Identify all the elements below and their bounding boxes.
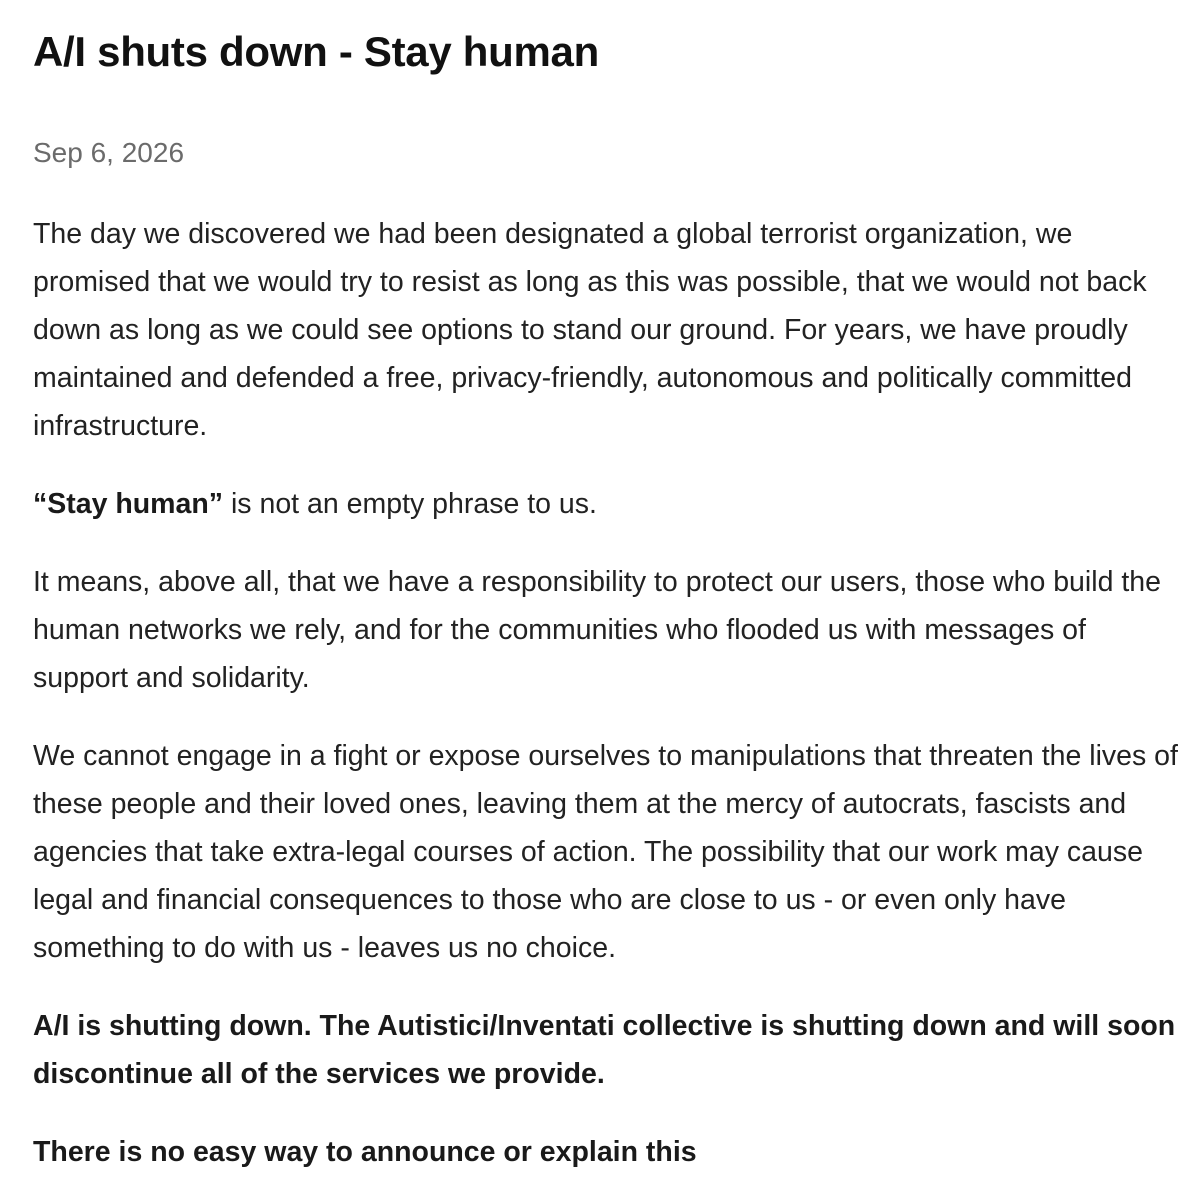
stay-human-emphasis: “Stay human”	[33, 488, 224, 520]
paragraph-responsibility: It means, above all, that we have a responsibility to protect our users, those who build the human networks we rely, and for the communities who flooded us with messages of support and solidarity.	[33, 566, 1161, 694]
article-title: A/I shuts down - Stay human	[33, 28, 599, 75]
paragraph-intro: The day we discovered we had been designated a global terrorist organization, we promised that we would try to resist as long as this was possible, that we would not back down as long as we could see options to stand our ground. For years, we have proudly maintained and defended a free, privacy-friendly, autonomous and politically committed infrastructure.	[33, 218, 1147, 442]
paragraph-stay-human	[33, 480, 1180, 528]
paragraph-no-easy-way: There is no easy way to announce or explain this	[33, 1136, 697, 1168]
publish-date: Sep 6, 2026	[33, 137, 185, 168]
stay-human-text: is not an empty phrase to us.	[223, 488, 597, 520]
paragraph-no-choice: We cannot engage in a fight or expose ourselves to manipulations that threaten the lives of these people and their loved ones, leaving them at the mercy of autocrats, fascists and agencies that take extra-legal courses of action. The possibility that our work may cause legal and financial consequences to those who are close to us - or even only have something to do with us - leaves us no choice.	[33, 740, 1178, 964]
paragraph-shutdown-announcement: A/I is shutting down. The Autistici/Inventati collective is shutting down and will soon discontinue all of the services we provide.	[33, 1010, 1176, 1090]
